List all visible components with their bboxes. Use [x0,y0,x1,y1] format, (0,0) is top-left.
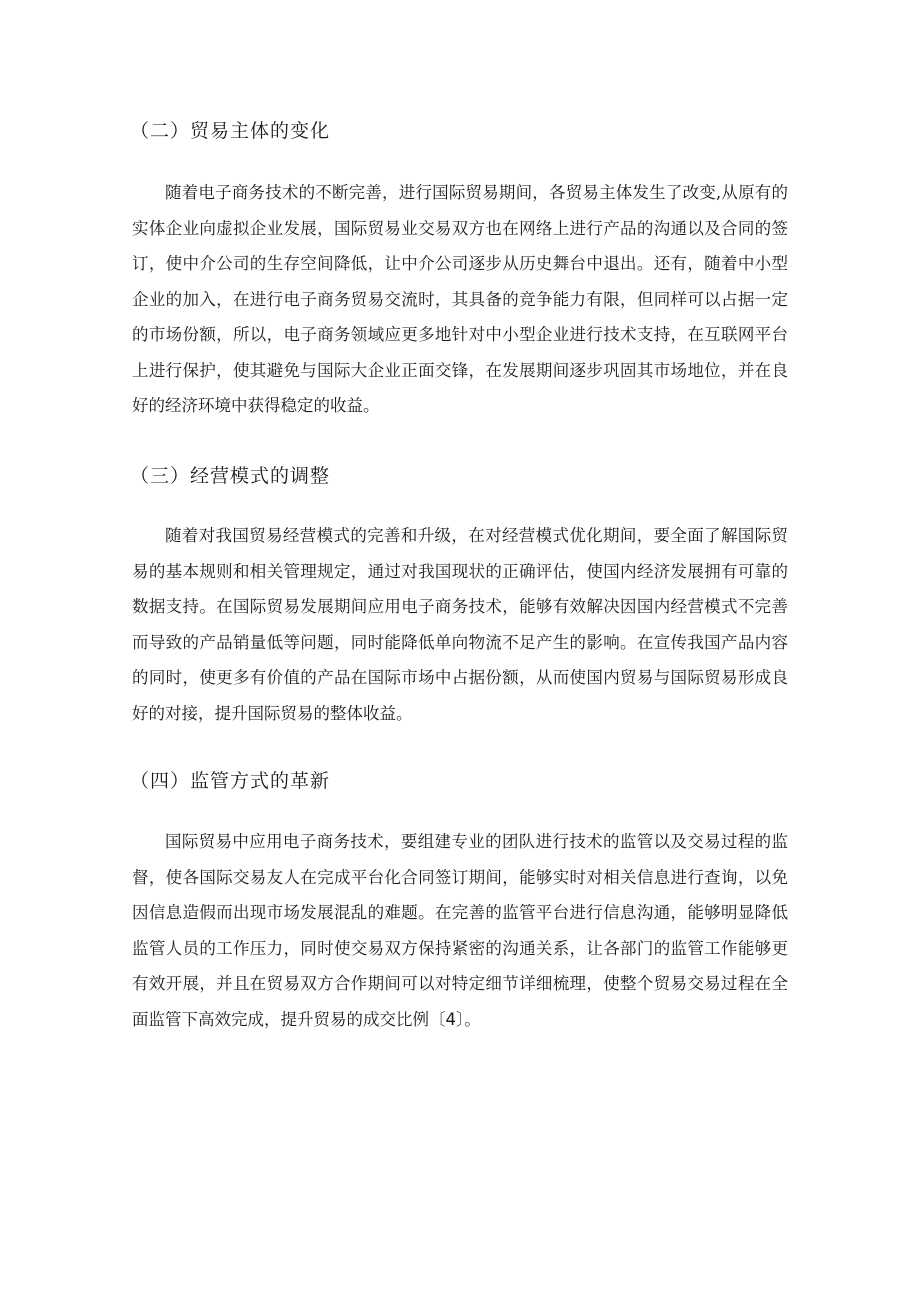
citation-reference: 〔4〕 [429,1009,465,1029]
section-heading-2: （二）贸易主体的变化 [130,120,331,142]
section-body-3: 随着对我国贸易经营模式的完善和升级，在对经营模式优化期间，要全面了解国际贸易的基本规则和相关管理规定，通过对我国现状的正确评估，使国内经济发展拥有可靠的数据支持。在国际贸易发展期间应用电子商务技术，能够有效解决因国内经营模式不完善而导致的产品销量低等问题，同时能降低单向物流不足产生的影响。在宣传我国产品内容的同时，使更多有价值的产品在国际市场中占据份额，从而使国内贸易与国际贸易形成良好的对接，提升国际贸易的整体收益。 [132,526,788,723]
section-body-2: 随着电子商务技术的不断完善，进行国际贸易期间，各贸易主体发生了改变,从原有的实体企业向虚拟企业发展，国际贸易业交易双方也在网络上进行产品的沟通以及合同的签订，使中介公司的生存空间降低，让中介公司逐步从历史舞台中退出。还有，随着中小型企业的加入，在进行电子商务贸易交流时，其具备的竞争能力有限，但同样可以占据一定的市场份额，所以，电子商务领域应更多地针对中小型企业进行技术支持，在互联网平台上进行保护，使其避免与国际大企业正面交锋，在发展期间逐步巩固其市场地位，并在良好的经济环境中获得稳定的收益。 [132,183,788,415]
section-heading-3: （三）经营模式的调整 [130,465,331,487]
section-body-4-end: 。 [464,1009,481,1029]
section-body-4 [132,824,788,1037]
section-heading-4: （四）监管方式的革新 [130,770,331,792]
section-body-4-text: 国际贸易中应用电子商务技术，要组建专业的团队进行技术的监管以及交易过程的监督，使各国际交易友人在完成平台化合同签订期间，能够实时对相关信息进行查询，以免因信息造假而出现市场发展混乱的难题。在完善的监管平台进行信息沟通，能够明显降低监管人员的工作压力，同时使交易双方保持紧密的沟通关系，让各部门的监管工作能够更有效开展，并且在贸易双方合作期间可以对特定细节详细梳理，使整个贸易交易过程在全面监管下高效完成，提升贸易的成交比例 [132,832,788,1029]
